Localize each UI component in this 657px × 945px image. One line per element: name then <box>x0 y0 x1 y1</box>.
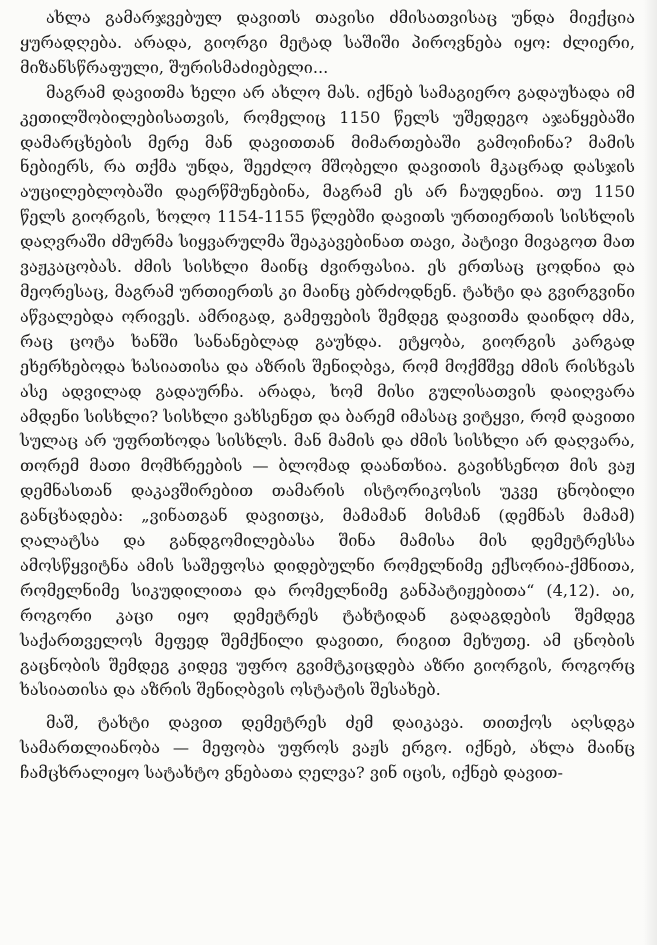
page-edge-shadow <box>643 0 657 945</box>
paragraph-3: მაშ, ტახტი დავით დემეტრეს ძემ დაიკავა. თითქოს აღსდგა სამართლიანობა — მეფობა უფროს ვაჟს ერგო. იქნებ, ახლა მაინც ჩამცხრალიყო სატახტო ვნებათა ღელვა? ვინ იცის, იქნებ დავით- <box>20 713 635 783</box>
body-text <box>20 6 635 786</box>
paragraph-1: ახლა გამარჯვებულ დავითს თავისი ძმისათვისაც უნდა მიექცია ყურადღება. არადა, გიორგი მეტად საშიში პიროვნება იყო: ძლიერი, მიზანსწრაფული, შურისმაძიებელი... <box>20 8 635 77</box>
paragraph-2: მაგრამ დავითმა ხელი არ ახლო მას. იქნებ სამაგიერო გადაუხადა იმ კეთილშობილებისათვის, რომელიც 1150 წელს უშედეგო აჯანყებაში დამარცხების მერე მან დავითთან მიმართებაში გამოიჩინა? მამის ნებიერს, რა თქმა უნდა, შეეძლო მშობელი დავითის მკაცრად დასჯის აუცილებლობაში დაერწმუნებინა, მაგრამ ეს არ ჩაუდენია. თუ 1150 წელს გიორგის, ხოლო 1154-1155 წლებში დავითს ურთიერთის სისხლის დაღვრაში ძმურმა სიყვარულმა შეაკავებინათ თავი, პატივი მივაგოთ მათ ვაჟკაცობას. ძმის სისხლი მაინც ძვირფასია. ეს ერთსაც ცოდნია და მეორესაც, მაგრამ ურთიერთს კი მაინც ებრძოდნენ. ტახტი და გვირგვინი აწვალებდა ორივეს. ამრიგად, გამეფების შემდეგ დავითმა დაინდო ძმა, რაც ცოტა ხანში სანანებლად გაუხდა. ეტყობა, გიორგის კარგად ეხერხებოდა ხასიათისა და აზრის შენიღბვა, რომ მოქმშვე ძმის რისხვას ასე ადვილად გადაურჩა. არადა, ხომ მისი გულისათვის დაიღვარა ამდენი სისხლი? სისხლი ვახსენეთ და ბარემ იმასაც ვიტყვი, რომ დავითი სულაც არ უფრთხოდა სისხლს. მან მამის და ძმის სისხლი არ დაღვარა, თორემ მათი მომხრეების — ბლომად დაანთხია. გავიხსენოთ მის ვაჟ დემნასთან დაკავშირებით თამარის ისტორიკოსის უკვე ცნობილი განცხადება: „ვინათგან დავითცა, მამამან მისმან (დემნას მამამ) ღალატსა და განდგომილებასა შინა მამისა მის დემეტრესსა ამოსწყვიტნა ამის საშეფოსა დიდებულნი რომელნიმე ექსორია-ქმნითა, რომელნიმე სიკუდილითა და რომელნიმე განპატიჟებითა“ (4,12). აი, როგორი კაცი იყო დემეტრეს ტახტიდან გადაგდების შემდეგ საქართველოს მეფედ შემქნილი დავითი, რიგით მეხუთე. ამ ცნობის გაცნობის შემდეგ კიდევ უფრო გვიმტკიცდება აზრი გიორგის, როგორც ხასიათისა და აზრის შენიღბვის ოსტატის შესახებ. <box>20 82 635 700</box>
